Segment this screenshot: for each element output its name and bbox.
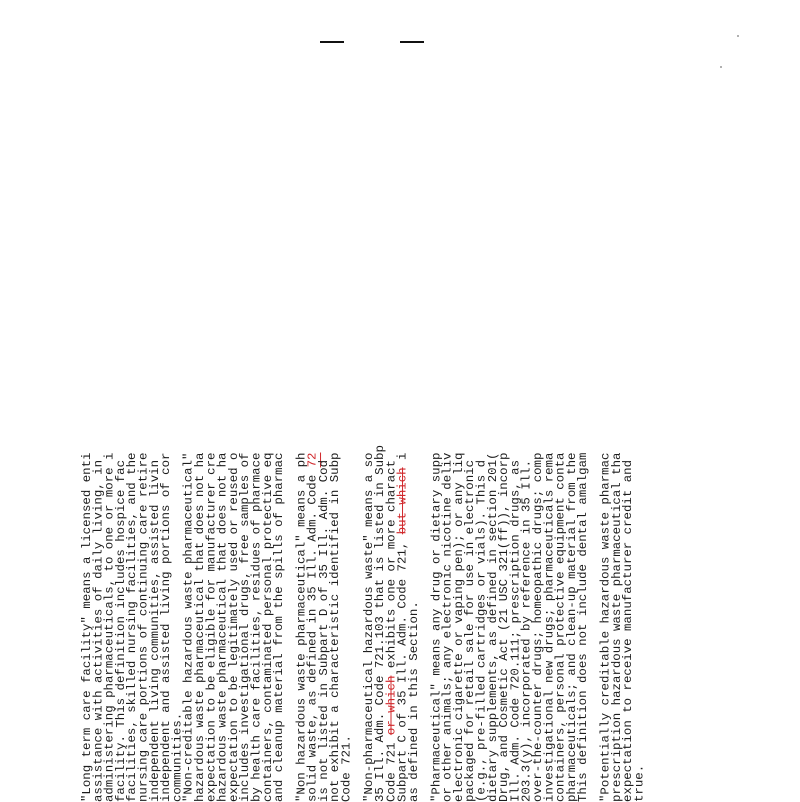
rotated-text-block xyxy=(82,98,798,802)
text-segment: "Long term care facility" means a licensed enti xyxy=(80,452,94,802)
text-segment: electronic cigarette or vaping pen); or any liq xyxy=(451,452,466,802)
text-segment: "Non-pharmaceutical hazardous waste" means a so xyxy=(361,452,376,802)
text-segment: i xyxy=(395,452,410,468)
text-segment: prescription hazardous waste pharmaceutical tha xyxy=(609,452,624,802)
text-segment: independent living communities, assisted livin xyxy=(147,459,162,802)
text-segment: communities. xyxy=(170,712,185,802)
text-segment: administering pharmaceuticals, to one or more i xyxy=(102,452,117,802)
text-segment: "Potentially creditable hazardous waste pharmac xyxy=(598,452,613,802)
para-non-hazardous-pharmaceutical xyxy=(296,98,352,802)
text-segment: containers, contaminated personal protective eq xyxy=(260,452,275,802)
text-line xyxy=(330,98,341,802)
text-segment: Drug, and Cosmetic Act (21 USC 321(ff)), incorp xyxy=(497,452,512,802)
text-segment: packaged for retail sale for use in electronic xyxy=(463,459,478,802)
deleted-text: but which xyxy=(395,467,410,535)
text-segment: facility. This definition includes hospice fac xyxy=(113,459,128,802)
text-segment: or other animals; any electronic nicotine deliv xyxy=(440,452,455,802)
text-segment: true. xyxy=(632,764,647,802)
text-segment: nursing care portions of continuing care retire xyxy=(136,452,151,802)
text-segment: is not listed in Subpart D of 35 Ill. Adm. Cod xyxy=(316,459,331,802)
text-segment: Code 721. xyxy=(339,735,354,802)
text-segment: expectation to be eligible for manufacturer cre xyxy=(204,452,219,802)
text-line xyxy=(161,98,172,802)
text-segment: and cleanup material from the spills of pharmac xyxy=(272,452,287,802)
text-segment: Subpart C of 35 Ill. Adm. Code 721, xyxy=(395,534,410,802)
text-segment: not exhibit a characteristic identified in Subp xyxy=(328,452,343,802)
para-non-pharmaceutical-hazardous xyxy=(361,98,422,802)
scan-speck xyxy=(720,66,722,68)
text-segment: hazardous waste pharmaceutical that does not ha xyxy=(192,452,207,802)
text-segment: by health care facilities, residues of pharmace xyxy=(249,452,264,802)
text-line xyxy=(623,98,634,802)
text-segment: expectation to receive manufacturer credit and xyxy=(621,459,636,802)
text-segment: exhibits one or more charact xyxy=(384,459,399,676)
text-segment: investigational new drugs; pharmaceuticals rema xyxy=(542,452,557,802)
para-potentially-creditable xyxy=(600,98,645,802)
header-rule-right xyxy=(400,41,424,43)
text-line xyxy=(578,98,589,802)
text-segment: This definition does not include dental amalgam xyxy=(576,452,591,802)
para-pharmaceutical xyxy=(431,98,589,802)
text-segment: over-the-counter drugs; homeopathic drugs; comp xyxy=(530,452,545,802)
text-segment: 35 Ill. Adm. Code 721.103 that is listed in Subp xyxy=(373,445,388,802)
text-segment: dietary supplements, as defined in section 201( xyxy=(485,452,500,802)
scan-speck xyxy=(737,35,739,37)
text-line xyxy=(409,98,420,802)
text-segment: containers, personal protective equipment conta xyxy=(553,452,568,802)
text-segment: includes investigational drugs, free samples of xyxy=(238,452,253,802)
header-rule-left xyxy=(320,41,344,43)
text-segment: as defined in this Section. xyxy=(407,601,422,802)
text-segment: 203.3(y), incorporated by reference in 35 Ill. xyxy=(519,459,534,802)
text-segment: solid waste, as defined in 35 Ill. Adm. Code xyxy=(305,467,320,802)
text-line xyxy=(339,98,354,802)
inserted-text: 72 xyxy=(305,452,320,468)
text-segment: (e.g., pre-filled cartridges or vials). This d xyxy=(474,459,489,802)
para-non-creditable xyxy=(181,98,287,802)
text-segment: "Non hazardous waste pharmaceutical" means a ph xyxy=(294,452,309,802)
text-segment: assistance with activities of daily living, in xyxy=(91,459,106,802)
text-line xyxy=(634,98,645,802)
text-segment: independent and assisted living portions of cor xyxy=(159,452,174,802)
para-long-term-care xyxy=(82,98,184,802)
deleted-text: or which xyxy=(384,675,399,736)
text-segment: pharmaceuticals; and clean-up material from the xyxy=(564,452,579,802)
text-segment: Code 721 xyxy=(384,735,399,802)
text-segment: "Pharmaceutical" means any drug or dietary supp xyxy=(429,452,444,802)
text-segment: facilities, skilled nursing facilities, and the xyxy=(125,452,140,802)
text-segment: expectation to be legitimately used or reused o xyxy=(226,452,241,802)
text-segment: hazardous waste pharmaceutical that does not ha xyxy=(215,452,230,802)
text-segment: "Non-creditable hazardous waste pharmaceutical" xyxy=(181,452,196,802)
text-line xyxy=(274,98,285,802)
text-segment: Ill. Adm. Code 720.111; prescription drugs, as xyxy=(508,459,523,802)
